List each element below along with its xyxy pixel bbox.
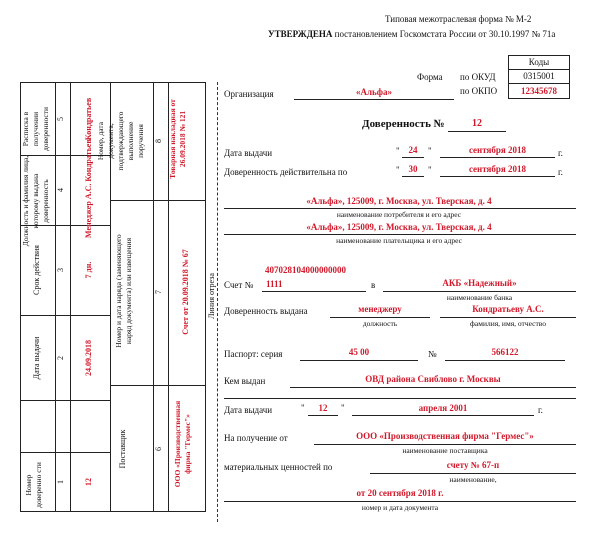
issued-by-label: Кем выдан (224, 376, 266, 386)
passport-year-suffix: г. (538, 405, 543, 415)
stub-col4-num: 4 (56, 188, 65, 192)
stub-col6-value-line1: ООО «Производственная (173, 400, 182, 488)
account-in-label: в (371, 280, 376, 290)
passport-day: 12 (318, 403, 328, 413)
stub-col5-header-line1: Расписка в (21, 111, 30, 147)
stub-col8-value-line1: Товарная накладная от (168, 99, 177, 179)
stub-col2-num: 2 (56, 356, 65, 360)
stub-col6-num: 6 (154, 447, 163, 451)
codes-title: Коды (508, 55, 570, 70)
stub-col3-num: 3 (56, 268, 65, 272)
payer-caption: наименование плательщика и его адрес (336, 236, 462, 245)
stub-col1-num: 1 (56, 480, 65, 484)
form-type-line: Типовая межотраслевая форма № М-2 (385, 14, 532, 24)
doc-title: Доверенность № (362, 118, 445, 130)
doc-ref-value: от 20 сентября 2018 г. (356, 488, 444, 498)
issued-to-name: Кондратьеву А.С. (472, 304, 544, 314)
passport-number: 566122 (491, 347, 519, 357)
stub-col8-header-line2: подтверждающего выполнение (116, 111, 135, 171)
stub-col5-header-line3: доверенности (41, 106, 50, 152)
stub-col6-value (173, 396, 201, 492)
valid-month: сентября 2018 (468, 164, 527, 174)
doc-ref-caption: номер и дата документа (361, 503, 439, 512)
approval-rest: постановлением Госкомстата России от 30.10.1997 № 71а (334, 29, 556, 39)
payer-value: «Альфа», 125009, г. Москва, ул. Тверская, д. 4 (306, 222, 492, 232)
valid-year-suffix: г. (558, 167, 563, 177)
stub-col8-header (96, 105, 145, 177)
stub-col2-value: 24.09.2018 (84, 340, 93, 376)
issued-to-label: Доверенность выдана (224, 306, 308, 316)
stub-col8-num: 8 (154, 139, 163, 143)
bank-caption: наименование банка (446, 293, 513, 302)
stub-col2-header: Дата выдачи (32, 336, 41, 380)
issued-to-position: менеджеру (358, 304, 402, 314)
approval-bold: УТВЕРЖДЕНА (268, 29, 333, 39)
okud-label: по ОКУД (460, 72, 496, 82)
issue-day: 24 (408, 145, 418, 155)
organization-label: Организация (224, 89, 274, 99)
issue-date-label: Дата выдачи (224, 148, 273, 158)
account-number-line2: 1111 (266, 279, 283, 289)
okpo-value: 12345678 (508, 83, 570, 99)
stub-col5-header-line2: получении (31, 111, 40, 147)
passport-number-label: № (428, 349, 437, 359)
stub-col4-header-line1: Должность и фамилия лица, (21, 155, 30, 247)
stub-col4-header (21, 155, 55, 247)
stub-col8-header-line3: поручения (136, 124, 145, 158)
stub-col3-header: Срок действия (32, 245, 41, 295)
bank-value: АКБ «Надежный» (442, 278, 517, 288)
issue-year-suffix: г. (558, 148, 563, 158)
stub-col4-header-line2: которому выдана (31, 173, 40, 229)
doc-number: 12 (472, 118, 482, 129)
organization-value: «Альфа» (355, 87, 393, 97)
materials-caption: наименование, (449, 475, 497, 484)
stub-col1-value: 12 (84, 478, 93, 486)
okud-value: 0315001 (508, 69, 570, 84)
stub-col7-header-line2: наряд документа) или извещения (124, 237, 133, 345)
stub-col5-header (21, 94, 55, 164)
consumer-caption: наименование потребителя и его адрес (336, 210, 462, 219)
stub-col7-header-line1: Номер и дата наряда (заменяющего (114, 234, 123, 348)
stub-col7-num: 7 (154, 290, 163, 294)
passport-label: Паспорт: серия (224, 349, 283, 359)
form-label: Форма (417, 72, 443, 82)
account-label: Счет № (224, 280, 254, 290)
stub-col5-num: 5 (56, 117, 65, 121)
okpo-label: по ОКПО (460, 86, 498, 96)
stub-col6-value-line2: фирма "Гермес"» (183, 414, 192, 474)
consumer-value: «Альфа», 125009, г. Москва, ул. Тверская, д. 4 (306, 196, 492, 206)
issue-month: сентября 2018 (468, 145, 527, 155)
stub-col7-value: Счет от 20.09.2018 № 67 (181, 249, 190, 335)
stub-col1-header: Номер доверенно сти (24, 462, 43, 508)
approval-line (268, 29, 555, 39)
passport-month: апреля 2001 (418, 403, 468, 413)
stub-col8-value (168, 91, 196, 187)
receiver-caption: наименование поставщика (402, 446, 488, 455)
stub-col8-value-line2: 26.09.2018 № 121 (178, 110, 187, 168)
account-number-line1: 407028104000000000 (265, 265, 346, 275)
passport-date-label: Дата выдачи (224, 405, 273, 415)
stub-col8-header-line1: Номер, дата документа, (96, 121, 115, 161)
receiver-label: На получение от (224, 433, 288, 443)
valid-day: 30 (408, 164, 418, 174)
name-caption: фамилия, имя, отчество (470, 319, 546, 328)
position-caption: должность (362, 319, 398, 328)
stub-col4-header-line3: доверенность (41, 179, 50, 223)
receiver-value: ООО «Производственная фирма "Гермес"» (356, 431, 534, 441)
stub-col5-value: Кондратьев (84, 97, 93, 141)
stub-col7-header (114, 226, 144, 356)
materials-value: счету № 67-п (446, 460, 500, 470)
valid-until-label: Доверенность действительна по (224, 167, 348, 177)
cut-line-label: Линия отреза (207, 273, 216, 319)
passport-series: 45 00 (348, 347, 370, 357)
stub-col4-value: Менеджер А.С. Кондратьев (84, 139, 93, 238)
issued-by-value: ОВД района Свиблово г. Москвы (365, 374, 501, 384)
stub-col3-value: 7 дн. (84, 261, 93, 279)
materials-label: материальных ценностей по (224, 462, 333, 472)
stub-col6-header: Поставщик (118, 429, 127, 469)
